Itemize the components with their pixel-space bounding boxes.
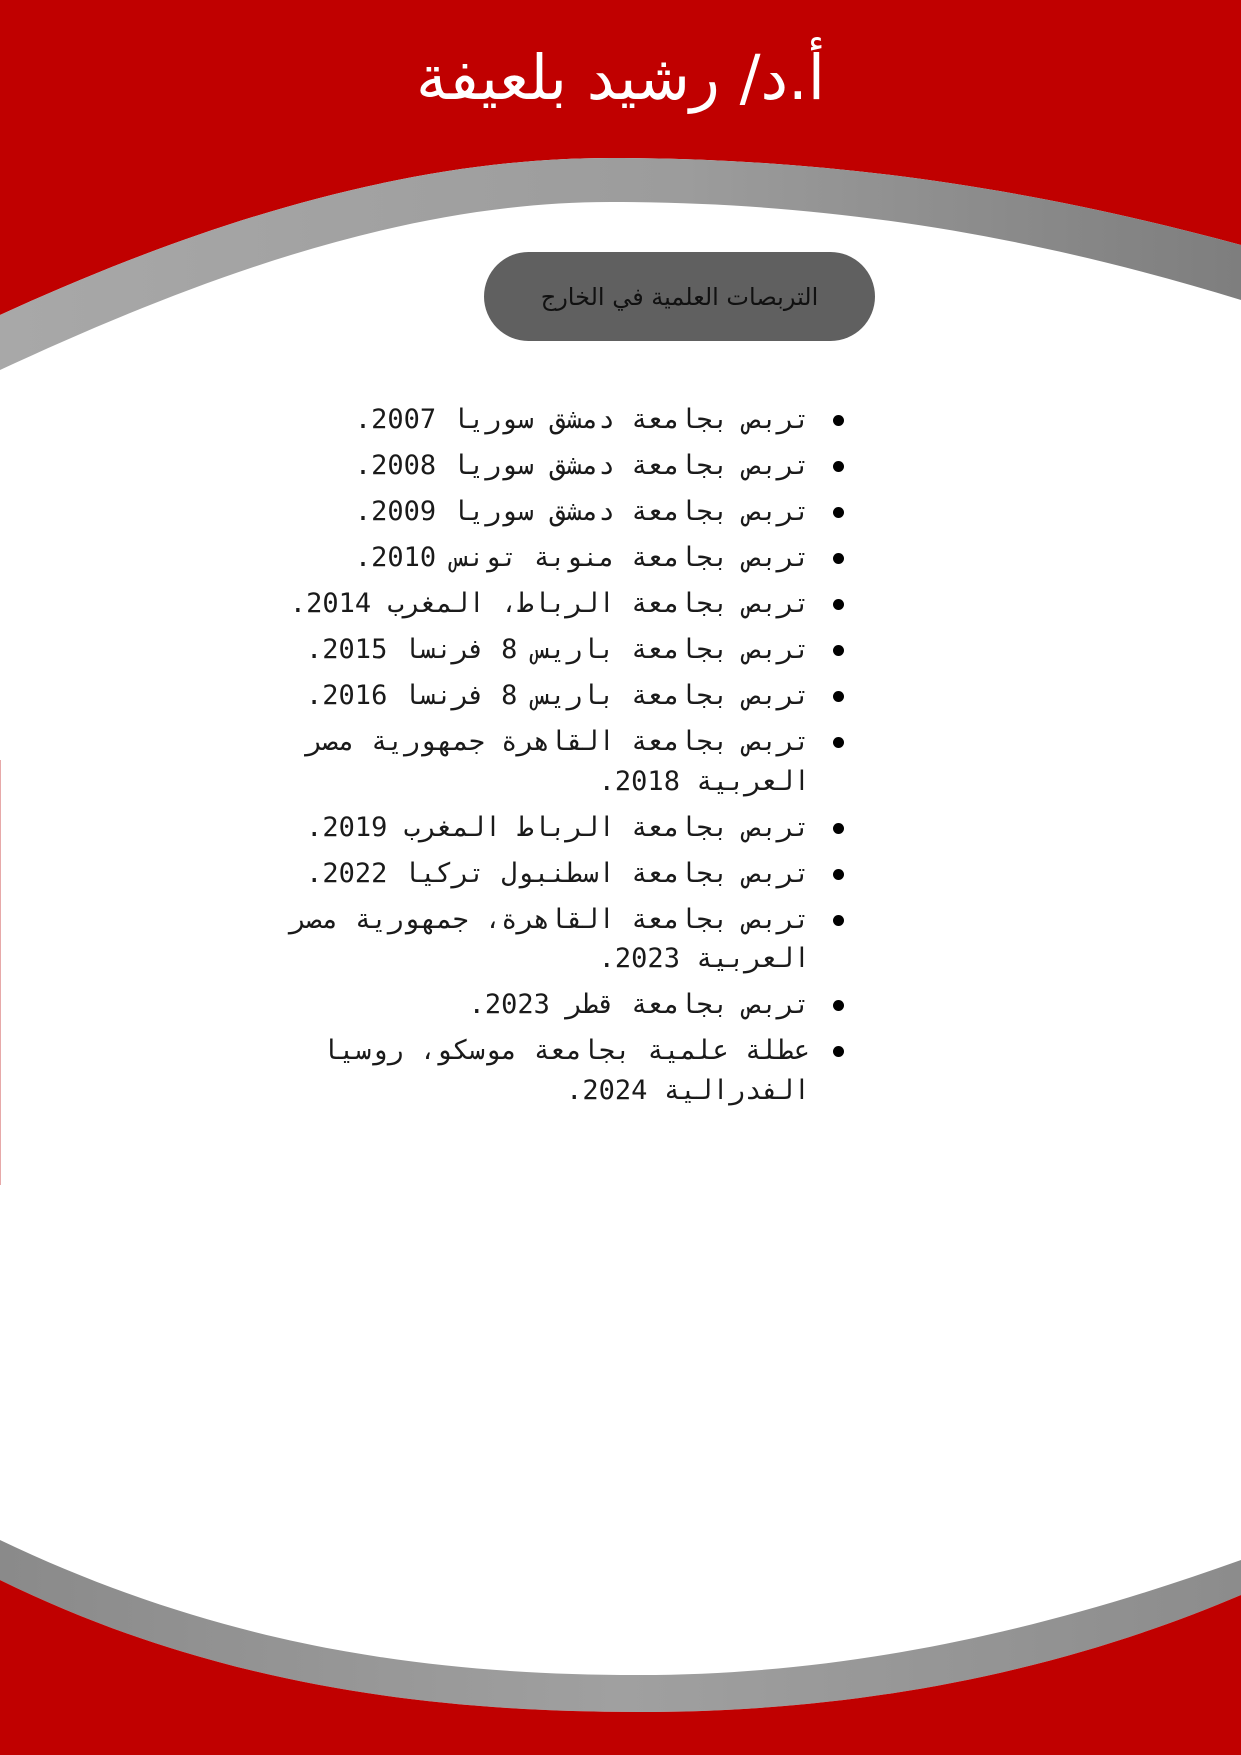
page-title: أ.د/ رشيد بلعيفة: [416, 41, 825, 114]
list-item: تربص بجامعة دمشق سوريا 2009.: [200, 492, 810, 532]
section-heading-pill: [484, 252, 875, 341]
list-item: تربص بجامعة منوبة تونس 2010.: [200, 538, 810, 578]
list-item: تربص بجامعة اسطنبول تركيا 2022.: [200, 854, 810, 894]
list-item: تربص بجامعة دمشق سوريا 2008.: [200, 446, 810, 486]
list-item: تربص بجامعة باريس 8 فرنسا 2015.: [200, 630, 810, 670]
list-item: تربص بجامعة القاهرة جمهورية مصر العربية 2018.: [200, 722, 810, 801]
list-item: تربص بجامعة قطر 2023.: [200, 985, 810, 1025]
list-item: تربص بجامعة باريس 8 فرنسا 2016.: [200, 676, 810, 716]
list-item: عطلة علمية بجامعة موسكو، روسيا الفدرالية 2024.: [200, 1031, 810, 1110]
list-item: تربص بجامعة دمشق سوريا 2007.: [200, 400, 810, 440]
list-item: تربص بجامعة القاهرة، جمهورية مصر العربية 2023.: [200, 900, 810, 979]
section-heading: التربصات العلمية في الخارج: [540, 282, 819, 311]
left-edge-line: [0, 760, 1, 1185]
list-item: تربص بجامعة الرباط المغرب 2019.: [200, 808, 810, 848]
list-item: تربص بجامعة الرباط، المغرب 2014.: [200, 584, 810, 624]
internship-list: [200, 400, 852, 1117]
footer-red-shape: [0, 1580, 1241, 1755]
